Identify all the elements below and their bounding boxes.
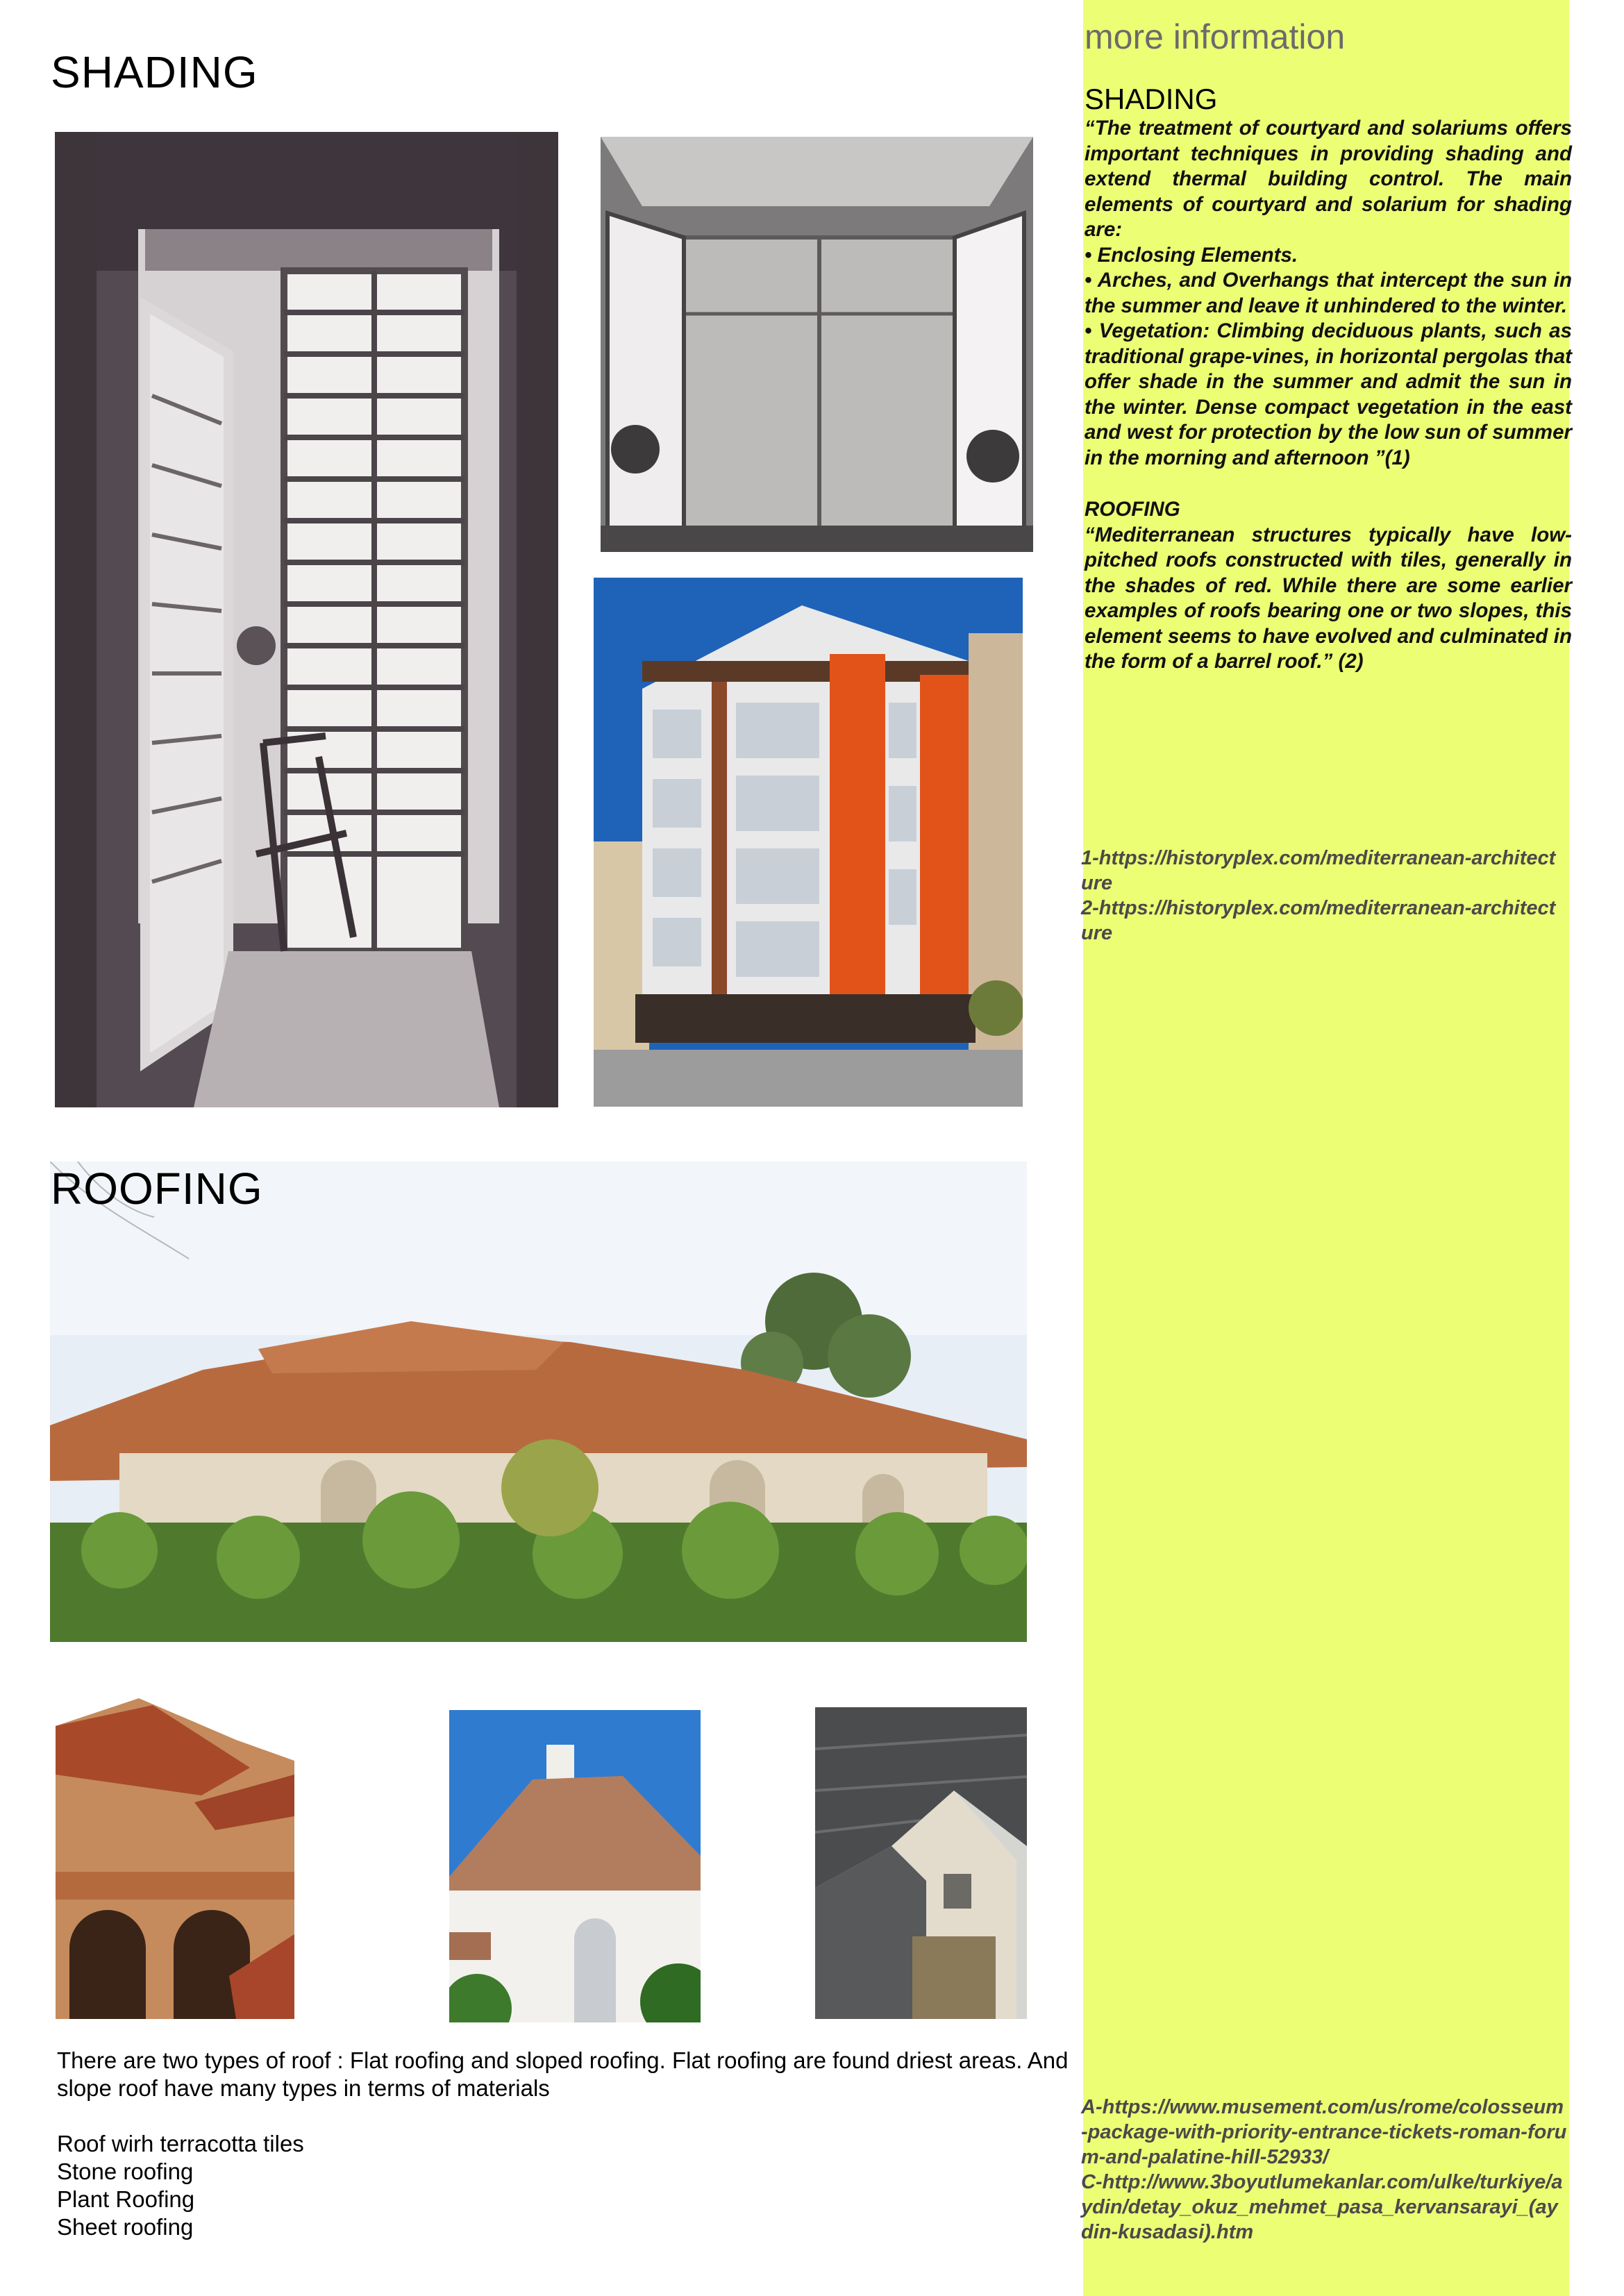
slate-roof-photo <box>815 1707 1027 2019</box>
roofing-heading: ROOFING <box>51 1164 263 1214</box>
sidebar-shading-text <box>1085 116 1572 471</box>
sidebar-roofing-text: “Mediterranean structures typically have low-pitched roofs constructed with tiles, generally in the shades of red. While there are some earlier examples of roofs bearing one or two slopes, this element seems to have evolved and culminated in the form of a barrel roof.” (2) <box>1085 523 1572 673</box>
references-top <box>1081 846 1567 946</box>
sidebar-shading-heading: SHADING <box>1085 83 1218 115</box>
shading-bullet: • Vegetation: Climbing deciduous plants, such as traditional grape-vines, in horizontal pergolas that offer shade in the summer and admit the sun in the winter. Dense compact vegetation in the east and west for protection by the low sun of summer in the morning and afternoon ”(1) <box>1085 319 1572 469</box>
reference-link[interactable]: 1-https://historyplex.com/mediterranean-architecture <box>1081 847 1556 894</box>
roofing-villa-photo <box>50 1162 1027 1642</box>
roof-type-item: Roof wirh terracotta tiles <box>57 2131 304 2156</box>
hipped-roof-photo <box>449 1710 701 2022</box>
terracotta-arches-photo <box>56 1698 294 2019</box>
roof-type-item: Stone roofing <box>57 2159 194 2184</box>
shading-building-photo <box>594 578 1023 1107</box>
sidebar-roofing-section <box>1085 497 1572 675</box>
reference-link[interactable]: C-http://www.3boyutlumekanlar.com/ulke/turkiye/aydin/detay_okuz_mehmet_pasa_kervansarayi_(aydin-kusadasi).htm <box>1081 2171 1563 2243</box>
roof-type-item: Sheet roofing <box>57 2214 194 2240</box>
sidebar-roofing-heading: ROOFING <box>1085 498 1180 521</box>
shading-bullet: • Enclosing Elements. <box>1085 243 1298 267</box>
shading-paragraph: “The treatment of courtyard and solariums offers important techniques in providing shading and extend thermal building control. The main elements of courtyard and solarium for shading are: <box>1085 117 1572 241</box>
shading-bullet: • Arches, and Overhangs that intercept the sun in the summer and leave it unhindered to the winter. <box>1085 269 1572 317</box>
reference-link[interactable]: A-https://www.musement.com/us/rome/colosseum-package-with-priority-entrance-tickets-roman-forum-and-palatine-hill-52933/ <box>1081 2096 1567 2168</box>
roof-type-item: Plant Roofing <box>57 2186 195 2212</box>
roofing-types-list <box>57 2130 304 2241</box>
references-bottom <box>1081 2095 1567 2245</box>
shading-heading: SHADING <box>51 47 258 97</box>
sidebar-title: more information <box>1085 17 1346 56</box>
shading-interior-photo <box>55 132 558 1107</box>
shading-solarium-photo <box>601 137 1033 552</box>
reference-link[interactable]: 2-https://historyplex.com/mediterranean-architecture <box>1081 897 1556 944</box>
roofing-paragraph: There are two types of roof : Flat roofing and sloped roofing. Flat roofing are found driest areas. And slope roof have many types in terms of materials <box>57 2047 1069 2101</box>
